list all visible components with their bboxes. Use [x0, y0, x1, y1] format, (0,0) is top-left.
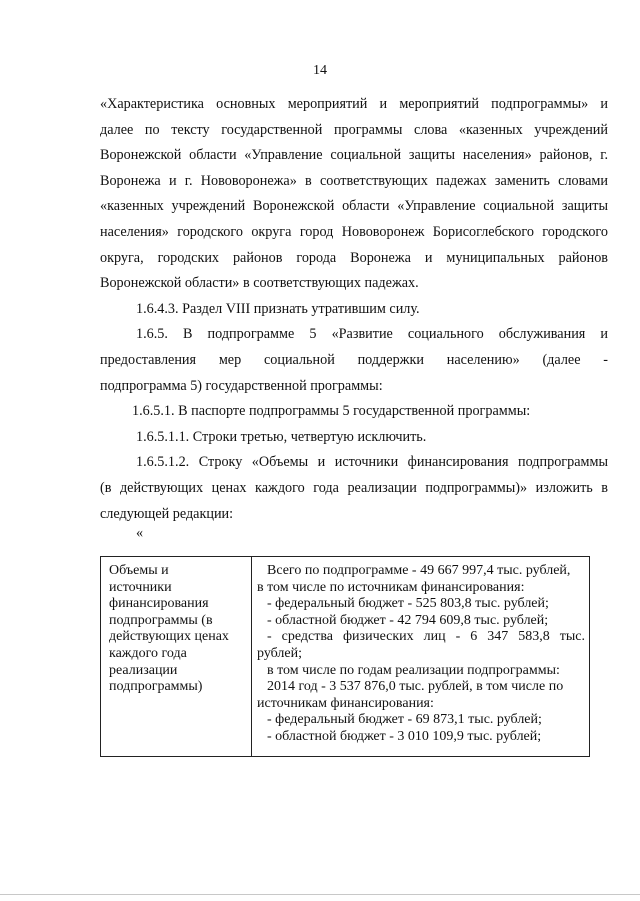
clause-1-6-4-3: 1.6.4.3. Раздел VIII признать утратившим силу. — [136, 300, 420, 317]
clause-1-6-5-line: 1.6.5. В подпрограмме 5 «Развитие социального обслуживания и — [136, 326, 608, 343]
value-line: 2014 год - 3 537 876,0 тыс. рублей, в том числе по — [267, 679, 564, 695]
page-number: 14 — [313, 63, 327, 78]
label-line: подпрограммы) — [109, 679, 203, 695]
table-value-cell — [252, 557, 590, 757]
clause-1-6-5-1: 1.6.5.1. В паспорте подпрограммы 5 государственной программы: — [132, 403, 531, 420]
financing-table — [100, 556, 590, 757]
paragraph-line: Воронежской области» в соответствующих падежах. — [100, 275, 419, 292]
value-line: - федеральный бюджет - 69 873,1 тыс. рублей; — [267, 712, 542, 728]
clause-1-6-5-1-2-line: следующей редакции: — [100, 505, 234, 522]
clause-1-6-5-line: предоставления мер социальной поддержки населению» (далее - — [100, 351, 608, 368]
table-label-cell — [101, 557, 252, 757]
table-row — [101, 557, 590, 757]
label-line: подпрограммы (в — [109, 612, 213, 628]
value-line: Всего по подпрограмме - 49 667 997,4 тыс. рублей, — [267, 563, 571, 578]
opening-quote: « — [136, 525, 144, 541]
value-line: - областной бюджет - 3 010 109,9 тыс. рублей; — [267, 728, 542, 744]
paragraph-line: «казенных учреждений Воронежской области «Управление социальной защиты — [100, 198, 608, 215]
value-line: рублей; — [257, 645, 302, 661]
value-line: в том числе по годам реализации подпрограммы: — [267, 662, 560, 678]
paragraph-line: округа, городских районов города Воронежа и муниципальных районов — [100, 249, 608, 266]
label-line: каждого года — [109, 645, 187, 661]
paragraph-line: Воронежской области «Управление социальной защиты населения» районов, г. — [100, 147, 608, 164]
value-line: в том числе по источникам финансирования: — [257, 579, 525, 595]
document-body — [100, 92, 608, 527]
paragraph-line: далее по тексту государственной программы слова «казенных учреждений — [100, 121, 608, 138]
value-line: источникам финансирования: — [257, 695, 434, 711]
clause-1-6-5-line: подпрограмма 5) государственной программы: — [100, 377, 383, 394]
label-line: Объемы и — [109, 563, 169, 578]
clause-1-6-5-1-2-line: 1.6.5.1.2. Строку «Объемы и источники финансирования подпрограммы — [136, 454, 608, 471]
label-line: источники — [109, 579, 172, 595]
value-line: - областной бюджет - 42 794 609,8 тыс. рублей; — [267, 612, 549, 628]
label-line: финансирования — [109, 596, 209, 612]
page-edge — [0, 894, 640, 901]
label-line: действующих ценах — [109, 629, 229, 645]
clause-1-6-5-1-1: 1.6.5.1.1. Строки третью, четвертую исключить. — [136, 428, 427, 445]
label-line: реализации — [109, 662, 178, 678]
paragraph-line: «Характеристика основных мероприятий и мероприятий подпрограммы» и — [100, 96, 608, 112]
paragraph-line: Воронежа и г. Нововоронежа» в соответствующих падежах заменить словами — [100, 172, 608, 189]
clause-1-6-5-1-2-line: (в действующих ценах каждого года реализации подпрограммы)» изложить в — [100, 479, 608, 496]
paragraph-line: населения» городского округа город Нововоронеж Борисоглебского городского — [100, 223, 608, 240]
value-line: - средства физических лиц - 6 347 583,8 тыс. — [267, 629, 585, 645]
value-line: - федеральный бюджет - 525 803,8 тыс. рублей; — [267, 596, 549, 612]
